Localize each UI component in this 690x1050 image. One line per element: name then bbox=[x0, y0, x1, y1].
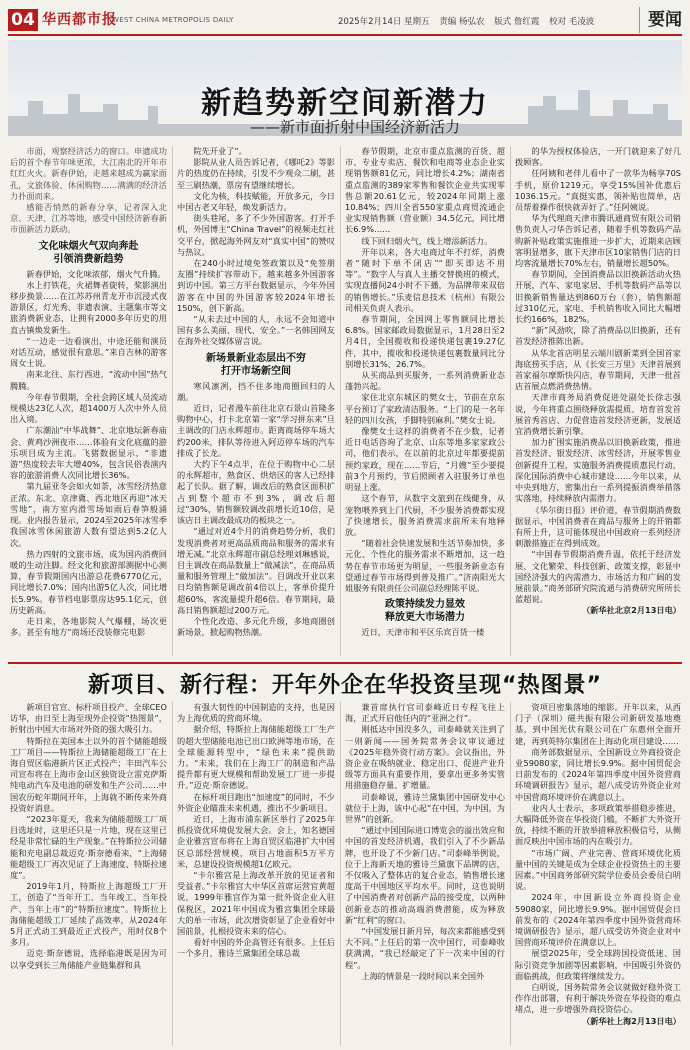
paragraph: 寒风凛冽，挡不住多地商圈回归的人潮。 bbox=[177, 380, 335, 402]
paragraph: 上海的情景是一段时间以来全国外 bbox=[361, 970, 485, 981]
paragraph: 兼首席执行官司泰峰近日专程飞往上海，正式开启他任内的“亚洲之行”。 bbox=[345, 702, 505, 724]
paragraph: 任阿姨和老伴儿看中了一款华为畅享70S手机，原价1219元，享受15%国补优惠后1036.15元。“真挺实惠，领补贴也简单，店员帮着操作很快就弄好了。”任阿姨说。 bbox=[515, 168, 681, 213]
article2-column-2 bbox=[177, 702, 335, 1046]
paragraph: 刚抵达中国没多久，司泰峰就关注到了一则新闻——国务院常务会议审议通过《2025年稳外资行动方案》。会议指出，外资企业在吸纳就业、稳定出口、促进产业升级等方面具有重要作用，要拿出更多务实管用措施稳存量、扩增量。 bbox=[345, 724, 505, 791]
paragraph: 家住北京东城区的樊女士，节前在京东平台预订了家政清洁服务。“上门的是一名年轻的四川女孩，手脚特别麻利。”樊女士说。 bbox=[345, 392, 505, 425]
paragraph: 线下回归烟火气，线上增添新活力。 bbox=[361, 235, 493, 246]
paragraph: 第九届亚冬会如火如荼，冰雪经济热意正浓。东北、京津冀、西北地区再迎“冰天雪地”，南方室内滑雪场如雨后春笋般涌现。业内报告显示，2024至2025年冰雪季我国冰雪休闲旅游人数有望达到5.2亿人次。 bbox=[10, 481, 167, 548]
paragraph: 春节假期，北京市重点监测的百货、超市、专业专卖店、餐饮和电商等业态企业实现销售额81亿元，同比增长4.2%；湖南省重点监测的389家零售和餐饮企业共实现零售总额20.61亿元，较2024年同期上涨10.84%；四川全省550家重点商贸流通企业实现销售额（营业额）34.5亿元，同比增长6.9%…… bbox=[345, 146, 505, 235]
paragraph: 展望2025年，受全球跨国投资低迷、国际引资竞争加剧等因素影响，中国吸引外资仍面临挑战，但政策将继续发力。 bbox=[515, 948, 681, 981]
paragraph: 司泰峰说，雅诗兰黛集团中国研发中心就位于上海，该中心起“在中国，为中国，为世界”的创新。 bbox=[345, 791, 505, 825]
paragraph: 文化为核，科技赋能，开放多元，今日中国古老又年轻，焕发新活力。 bbox=[177, 190, 335, 213]
paragraph: “随着社会快速发展和生活节奏加快，多元化、个性化的服务需求不断增加，这一趋势在春节市场更为明显，一些服务新业态有望通过春节市场得到普及推广。”济南阳光大姐服务有限责任公司副总经理陈平说。 bbox=[345, 538, 505, 593]
paragraph: 有强大韧性的中国制造的支持，也是因为上海优质的营商环境。 bbox=[177, 702, 335, 724]
paragraph: “从未去过中国的人，永远不会知道中国有多么美丽、现代、安全。”一名韩国网友在海外社交媒体留言说。 bbox=[177, 314, 335, 347]
subheading: 新场景新业态层出不穷 打开市场新空间 bbox=[206, 352, 306, 377]
paragraph: 像樊女士这样的消费者不在少数，记者近日电话咨询了北京、山东等地多家家政公司，他们表示，在以前的北京过年都要提前预约家政，现在……节后，“月嫂”至少要提前3个月预约，节后照顾者入驻服务订单也明显上涨。 bbox=[345, 426, 505, 493]
paragraph: 南来北往、东行西进，“流动中国”热气腾腾。 bbox=[10, 369, 167, 391]
paragraph: 业内人士表示，多项政策举措稳步推进，大幅降低外资在华投资门槛，不断扩大外资开放，持续不断的开放举措释放积极信号，从侧面反映出中国市场的内在吸引力。 bbox=[515, 802, 681, 847]
page-header bbox=[8, 6, 682, 36]
paragraph: 在标杆项目跑出“加速度”的同时，不少外资企业瞄准未来机遇，推出不少新项目。 bbox=[177, 791, 335, 813]
header-info bbox=[338, 15, 601, 27]
paragraph: 2024年，中国新设立外商投资企业59080家，同比增长9.9%。据中国贸促会日前发布的《2024年第四季度中国外资营商环境调研报告》显示，超八成受访外资企业对中国营商环境评价在满意以上。 bbox=[515, 892, 681, 948]
paragraph: 院先开业了”。 bbox=[193, 146, 247, 156]
paragraph: 白明说，国务院常务会议就做好稳外资工作作出部署，有利于解决外资在华投资的难点堵点，进一步增强外商投资信心。 bbox=[515, 982, 681, 1015]
article1-column-1 bbox=[10, 146, 167, 656]
paragraph: “中国春节假期消费升温，依托于经济发展、文化繁荣、科技创新、政策支撑，彰显中国经济强大的内需潜力、市场活力和广阔的发展前景。”商务部研究院流通与消费研究所所长蓝超说。 bbox=[515, 549, 681, 605]
section-divider bbox=[8, 662, 682, 664]
paragraph: 开年以来，各大电商过年不打烊，消费者“随时下单不闭店”“即买即达不用等”。“数字人与真人主播交替换班的模式，实现直播间24小时不下播，为品牌带来双倍的销售增长。”乐麦信息技术（杭州）有限公司相关负责人表示。 bbox=[345, 246, 505, 313]
lead-paragraph: 市面，观察经济活力的窗口。申遗成功后的首个春节年味更浓，大江南北的开年市红红火火。新春伊始，走越来越成为赢家面孔，文旅体验、休闲购物……满满的经济活力扑面而来。 bbox=[10, 146, 167, 201]
paragraph: 加力扩围实施消费品以旧换新政策，推进首发经济、银发经济、冰雪经济，开展零售业创新提升工程，实施服务消费提质惠民行动，深化国际消费中心城市建设……今年以来，从中央到地方，密集出台一系列提振消费举措落实落地，持续释放内需潜力。 bbox=[515, 437, 681, 504]
article1-column-3 bbox=[345, 146, 505, 656]
paragraph: 迈克·斯奈德说，选择临港既是因为可以享受到长三角储能产业链集群和具 bbox=[10, 948, 167, 970]
paragraph: 这个春节，从数字文旅到在线健身，从宠物喂养到上门代厨，不少服务消费都实现了快速增长，服务消费需求前所未有地释放。 bbox=[345, 493, 505, 537]
newspaper-logo: 华西都市报 bbox=[42, 12, 117, 28]
paragraph: 《华尔街日报》评价道，春节假期消费数据显示，中国消费者在商品与服务上的开销都有所上升，这可能体现出中国政府一系列经济刺激措施正在得到成效。 bbox=[515, 504, 681, 549]
paragraph: 热力四射的文旅市场，成为国内消费回暖的生动注脚。经文化和旅游部测据中心测算，春节假期国内出游总花费6770亿元，同比增长7.0%；国内出游5亿人次，同比增长5.9%。春节档电影票房达95.1亿元，创历史新高。 bbox=[10, 548, 167, 615]
headline-1: 新趋势新空间新潜力 bbox=[201, 86, 489, 121]
paragraph: “通过对近4个月的消费趋势分析，我们发现消费者对更高品质商品和服务的需求有增无减。”北京永辉超市副总经理刘琳感说，目主调改在商品数量上“做减法”，在商品质量和服务管理上“做加法”。目调改开业以来日均销售额是调改前4倍以上，客单价提升超60%，客流量提升超6倍。春节期间，最高日销售额超过200万元。 bbox=[177, 526, 335, 615]
page-number: 04 bbox=[8, 9, 38, 31]
paragraph: 近日，上海市浦东新区举行了2025年抓投资优环境促发展大会。会上，知名德国企业雅宫宣布将在上海自贸区临港扩大中国区总部经营规模，项目占地面积5万平方米，总建设投资规模超1亿欧元。 bbox=[177, 814, 335, 869]
article2-column-3 bbox=[345, 702, 505, 1046]
section-name: 要闻 bbox=[639, 7, 682, 33]
paragraph: “一边走一边看演出，中途还能和演员对话互动，感觉很有意思。”来自吉林的游客周女士说。 bbox=[10, 335, 167, 369]
paragraph: 走日来，各地影院人气爆棚，场次更多。甚至有地方“商场还没装修完电影 bbox=[10, 615, 167, 638]
paragraph: 看好中国的外企高管还有很多。上任后一个多月，雅诗兰黛集团全球总裁 bbox=[177, 937, 335, 959]
paragraph: 广东潮汕“中华战舞”、北京地坛新春庙会、黄鸡沙洲夜市……体验有文化底蕴的游乐项目成为主流。飞猪数据显示，“非遗游”热度较去年大增40%，包含民俗表演内容的旅游消费人次同比增长36%。 bbox=[10, 425, 167, 481]
paragraph: 华为代理商天津市腾讯通商贸有限公司销售负责人刁华告诉记者，随着手机等数码产品购新补贴政策实施推进一步扩大，近期来店顾客明显增多，旗下天津市区10家销售门店的日均客流量增长70%左右，销量增长超50%。 bbox=[515, 213, 681, 269]
paragraph: 街头巷尾，多了不少外国游客。打开手机，外国博主“China Travel”的视频走红社交平台，掀起海外网友对“真实中国”的赞叹与热议。 bbox=[177, 213, 335, 257]
paragraph: 个性化改造、多元化升级，多地商圈创新场景，掀起购物热潮。 bbox=[177, 615, 335, 638]
paragraph: 近日，天津市和平区乐宾百货一楼 bbox=[361, 627, 485, 638]
subheading: 政策持续发力显效 释放更大市场潜力 bbox=[385, 599, 465, 624]
article2-column-1 bbox=[10, 702, 167, 1046]
headline-2: 新项目、新行程：开年外企在华投资呈现“热图景” bbox=[88, 673, 602, 698]
editor-credit: 责编 杨弘农 bbox=[439, 17, 485, 27]
paragraph: 特斯拉在美国本土以外的首个储能超级工厂项目——特斯拉上海储能超级工厂在上海自贸区临港新片区正式投产；丰田汽车公司宣布将在上海市金山区独资设立雷克萨斯纯电动汽车及电池的研发和生产公司……中国农历蛇年期间开年，上海就不断传来外商投资好消息。 bbox=[10, 735, 167, 813]
paragraph: 春节期间，全国消费品以旧换新活动火热开展，汽车、家电家居、手机等数码产品等以旧换新销售量达到860万台（套），销售额超过310亿元，家电、手机销售收入同比大幅增长约166%，182%。 bbox=[515, 269, 681, 325]
subheading: 文化味烟火气双向奔赴 引领消费新趋势 bbox=[38, 240, 139, 265]
paragraph: 天津市商务局消费促进处副处长徐志强说，今年将重点围绕释放需提质、培育首发首展首秀首店、力促营造首发经济更新，发展适宜消费增长新引擎。 bbox=[515, 392, 681, 437]
headline-1-subtitle: ——新市面折射中国经济新活力 bbox=[250, 118, 461, 136]
paragraph: 新春伊始，文化味浓郁，烟火气升腾。 bbox=[26, 268, 166, 279]
lead-paragraph: 感能否悄然的新春分享，记者深入北京、天津、江苏等地，感受中国经济新春新市面新活力跃动。 bbox=[10, 202, 167, 235]
paragraph: “卡尔雅宫是上海改革开放的见证者和受益者。”卡尔雅宫大中华区首席运营官黄超说，1999年雅宫作为第一批外资企业入驻保税区，2021年中国成为雅宫集团全球最大的单一市场，此次增资彰显了企业看好中国前景，扎根投资未来的信心。 bbox=[177, 870, 335, 937]
designer-credit: 版式 詹红霞 bbox=[494, 17, 540, 27]
paragraph: 大约下午4点半，在位于购物中心二层的永辉超市，熟食区、烘焙区的客人已经排起了长队。据了解，调改后的熟食区面积扩占到整个超市不到3%，调改后超过“30%，销售额较调改前增长近10倍，是该店日主调改最成功的板块之一。 bbox=[177, 459, 335, 526]
source-credit: （新华社上海2月13日电） bbox=[582, 1015, 681, 1026]
paragraph: 今年春节假期，全社会跨区域人员流动规模达23亿人次，超1400万人次中外人员出入境。 bbox=[10, 391, 167, 425]
paragraph: 影院从业人员告诉记者，《哪吒2》等影片的热度仍在持续，引发不少观众二刷，甚至三刷热潮，票房有望继续增长。 bbox=[177, 157, 335, 190]
paragraph: 从华北首店明星云端川剧新菜到全国首家海底捞买手店，从《长安三万里》天津首展到首家福尔摩斯快闪店，春节期间，天津一批首店首展点燃消费热情。 bbox=[515, 347, 681, 392]
paragraph: 资项目密集落地的缩影。开年以来，从西门子（深圳）磁共振有限公司新研发基地奠基，到中国光伏有限公司在广东惠州全面开建，再到英特尔集团在上海动化项目建设…… bbox=[515, 702, 681, 746]
paragraph: 据介绍，特斯拉上海储能超级工厂生产的超大型储能电池已出口欧洲等地市场，在全球能源转型中，“绿色未来”提供助力。“未来，我们在上海工厂的制造和产品提升都有更大规模和帮助发展工厂进一步提升。”迈克·斯奈德说。 bbox=[177, 724, 335, 791]
paragraph: 新项目官宣、标杆项目投产、全球CEO访华，由日至上海至现外企投资“热图景”，折射出中国大市场对外资的强大吸引力。 bbox=[10, 702, 167, 735]
paragraph: “中国发展日新月异，每次来都能感受到大不同。”上任后的第一次中国行，司泰峰收获满满，“我已经敲定了下一次来中国的行程”。 bbox=[345, 926, 505, 970]
paragraph: 在240小时过境免签政策以及“免签朋友圈”持续扩容带动下，越来越多外国游客到访中国。第三方平台数据显示，今年外国游客在中国的外国游客较2024年增长150%，创下新高。 bbox=[177, 258, 335, 313]
paragraph: 水上打铁花，火裙舞者旋转，桨影演出移步换景……在江苏苏州青龙开市沉浸式夜游景区，灯光秀、非遗表演、主题集市等文旅消费新业态，让拥有2000多年历史的用直古镇焕发新生。 bbox=[10, 279, 167, 335]
paragraph: 近日，记者漫车前往北京石景山首隆多购物中心，打卡北京第一家“学习拼东来”旦主调改的门店永辉超市。距离商场停车场大约200米，排队等待进入阿迈停车场的汽车排成了长龙。 bbox=[177, 403, 335, 458]
paragraph: 的华为授权体验店，一开门就迎来了好几拨顾客。 bbox=[515, 146, 681, 168]
article1-column-2 bbox=[177, 146, 335, 656]
article1-column-4 bbox=[515, 146, 681, 656]
paragraph: “新”风劲吹，除了消费品以旧换新，还有首发经济推陈出新。 bbox=[515, 325, 681, 347]
source-credit: （新华社北京2月13日电） bbox=[582, 605, 681, 616]
paragraph: 商务部数据显示，全国新设立外商投资企业59080家，同比增长9.9%。据中国贸促会日前发布的《2024年第四季度中国外资营商环境调研报告》显示，超八成受访外资企业对中国营商环境评价在满意以上。 bbox=[515, 746, 681, 802]
paragraph: “2023年夏天，我来为储能超级工厂项目选址时，这里还只是一片地，现在这里已经是非常忙碌的生产现象。”在特斯拉公司储能和充电副总裁迈克·斯奈德看来，“上海储能超级工厂再次见证了上海速度、特斯拉速度”。 bbox=[10, 814, 167, 881]
paragraph: 春节期间，全国网上零售额同比增长6.8%。国家邮政局数据显示，1月28日至2月4日，全国揽收和投递快递包裹19.27亿件，其中，揽收和投递快递包裹数量同比分别增长31%、26.7%。 bbox=[345, 314, 505, 369]
paragraph: “市场广阔、产业完善、营商环境优化质量中国的关键是成为全球企业投资热土的主要因素。”中国商务部研究院学位委员会委员白明说。 bbox=[515, 847, 681, 892]
paragraph: “通过中国国际进口博览会的溢出效应和中国的首发经济机遇，我们引入了不少新品牌，也开设了不少新门店。”司泰峰举例说，位于上海新天地的雅诗兰黛旗下品牌的店，不仅吸入了整体店的复合业态，销售增长速度高于中国地区平均水平。同时，这也说明了中国消费者对创新产品的接受度，以两种创新业态的推动高端消费潜能，成为释放新“红利”的窗口。 bbox=[345, 825, 505, 925]
newspaper-logo-en: WEST CHINA METROPOLIS DAILY bbox=[112, 16, 234, 24]
paragraph: 从买商品到买服务，一系列消费新业态蓬勃兴起。 bbox=[345, 370, 505, 392]
article2-column-4 bbox=[515, 702, 681, 1046]
issue-date: 2025年2月14日 星期五 bbox=[338, 17, 430, 27]
paragraph: 2019年1月，特斯拉上海超级工厂开工，创造了“当年开工、当年竣工、当年投产、当年上市”的“特斯拉速度”。特斯拉上海储能超级工厂延续了高效率，从2024年5月正式动工到最近正式投产，用时仅8个多月。 bbox=[10, 881, 167, 948]
proofreader-credit: 校对 毛凌波 bbox=[549, 17, 595, 27]
